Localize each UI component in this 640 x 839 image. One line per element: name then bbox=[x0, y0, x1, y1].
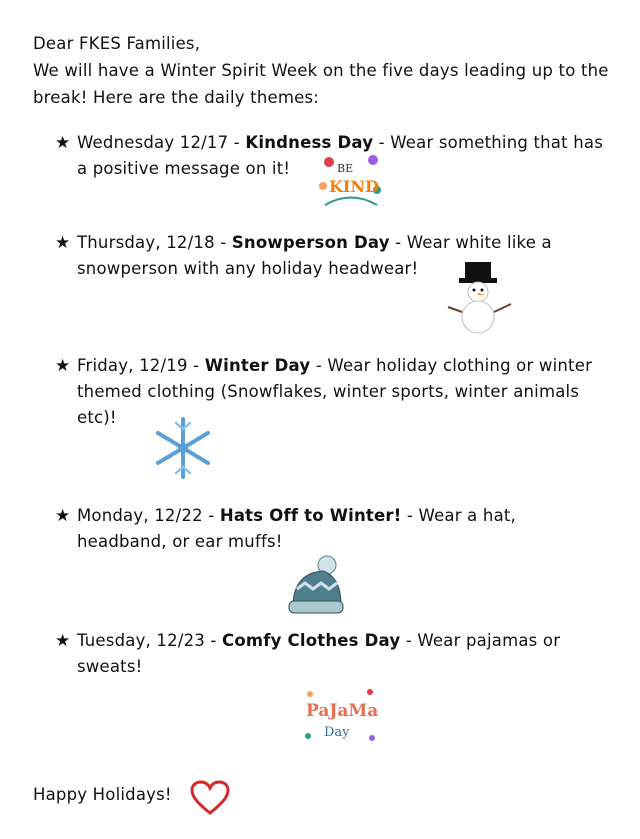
theme-name: Hats Off to Winter! bbox=[219, 506, 402, 525]
be-kind-text-kind: KIND bbox=[329, 177, 379, 196]
theme-text bbox=[77, 503, 603, 555]
theme-desc: Wear something that has a positive message on it! bbox=[77, 133, 603, 178]
theme-desc: Wear holiday clothing or winter themed clothing (Snowflakes, winter sports, winter animals etc)! bbox=[77, 356, 593, 427]
theme-text bbox=[77, 628, 603, 680]
star-bullet-icon: ★ bbox=[55, 506, 71, 526]
theme-name: Winter Day bbox=[204, 356, 311, 375]
theme-item-snowperson bbox=[55, 230, 603, 282]
heart-icon bbox=[190, 780, 230, 816]
theme-name: Snowperson Day bbox=[231, 233, 390, 252]
theme-desc: Wear pajamas or sweats! bbox=[77, 631, 561, 676]
theme-date: Wednesday 12/17 - bbox=[77, 133, 246, 152]
theme-sep: - bbox=[400, 631, 418, 650]
theme-sep: - bbox=[401, 506, 419, 525]
theme-date: Thursday, 12/18 - bbox=[77, 233, 232, 252]
intro-paragraph: We will have a Winter Spirit Week on the five days leading up to the break! Here are the daily themes: bbox=[33, 61, 609, 107]
pajama-text: PaJaMa bbox=[306, 701, 379, 721]
theme-item-hats-off bbox=[55, 503, 603, 555]
theme-sep: - bbox=[373, 133, 391, 152]
theme-name: Comfy Clothes Day bbox=[222, 631, 401, 650]
theme-date: Tuesday, 12/23 - bbox=[77, 631, 223, 650]
theme-name: Kindness Day bbox=[245, 133, 374, 152]
theme-item-winter bbox=[55, 353, 603, 431]
snowflake-icon bbox=[150, 415, 216, 481]
theme-date: Friday, 12/19 - bbox=[77, 356, 205, 375]
pajama-day-icon bbox=[300, 682, 380, 748]
star-bullet-icon: ★ bbox=[55, 233, 71, 253]
be-kind-text-be: BE bbox=[337, 162, 354, 175]
theme-text bbox=[77, 230, 603, 282]
star-bullet-icon: ★ bbox=[55, 133, 71, 153]
be-kind-icon bbox=[315, 150, 387, 212]
day-text: Day bbox=[324, 725, 350, 740]
star-bullet-icon: ★ bbox=[55, 631, 71, 651]
letter-intro bbox=[33, 30, 613, 111]
star-bullet-icon: ★ bbox=[55, 356, 71, 376]
salutation: Dear FKES Families, bbox=[33, 34, 201, 53]
closing-line bbox=[33, 785, 172, 804]
snowman-icon bbox=[445, 262, 515, 334]
theme-desc: Wear a hat, headband, or ear muffs! bbox=[77, 506, 516, 551]
theme-date: Monday, 12/22 - bbox=[77, 506, 220, 525]
theme-desc: Wear white like a snowperson with any holiday headwear! bbox=[77, 233, 552, 278]
theme-sep: - bbox=[310, 356, 328, 375]
theme-item-comfy bbox=[55, 628, 603, 680]
closing-text: Happy Holidays! bbox=[33, 785, 172, 804]
theme-sep: - bbox=[389, 233, 407, 252]
winter-hat-icon bbox=[285, 555, 347, 617]
